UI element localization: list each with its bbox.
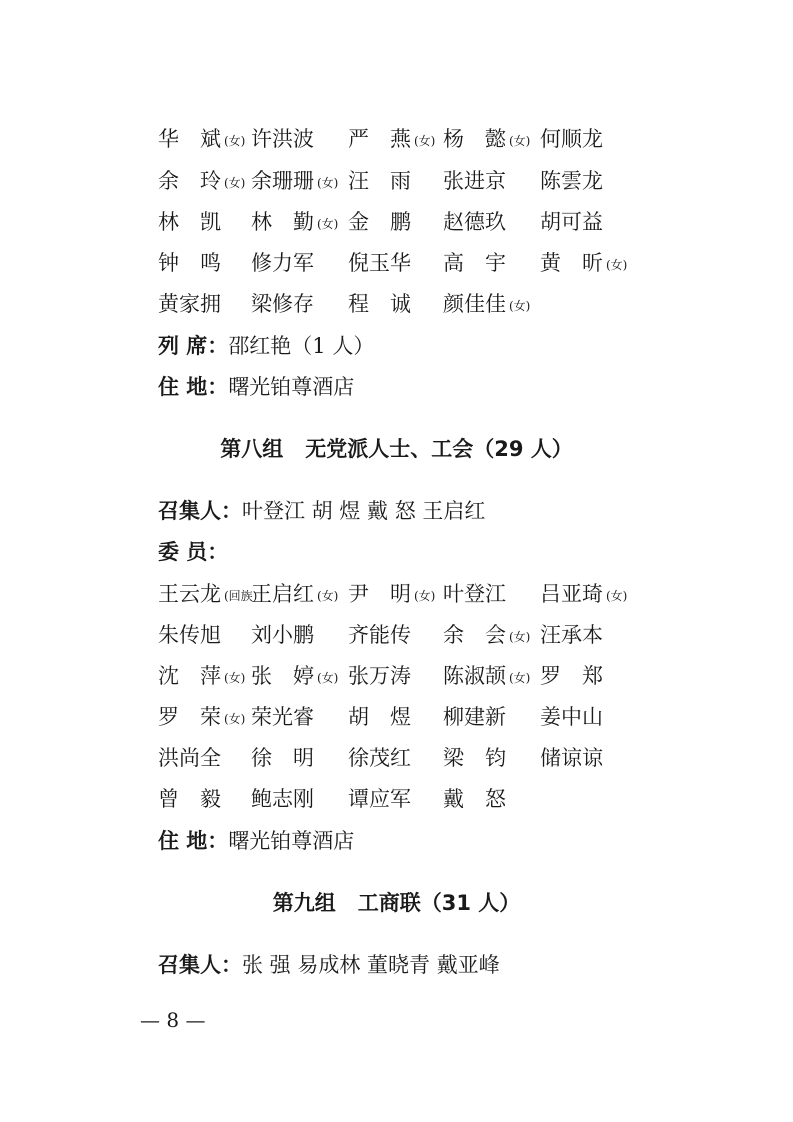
lodging-label: 住 地： xyxy=(158,375,229,399)
member-name-cell xyxy=(540,702,603,732)
member-name: 黄家拥 xyxy=(158,292,221,316)
member-name: 余 玲 xyxy=(158,169,221,193)
convener-line xyxy=(158,950,500,980)
member-tag: (女) xyxy=(317,589,339,603)
member-name-cell xyxy=(348,661,411,691)
member-name: 何顺龙 xyxy=(540,127,603,151)
member-name: 洪尚全 xyxy=(158,746,221,770)
member-name-cell xyxy=(251,248,314,278)
member-name-cell xyxy=(443,289,530,321)
member-name: 林 勤 xyxy=(251,210,314,234)
member-name-cell xyxy=(443,248,506,278)
member-name: 王启红 xyxy=(251,582,314,606)
member-name: 张 婷 xyxy=(251,664,314,688)
member-name: 倪玉华 xyxy=(348,251,411,275)
member-name: 汪承本 xyxy=(540,623,603,647)
member-name-cell xyxy=(348,248,411,278)
member-name: 鲍志刚 xyxy=(251,787,314,811)
member-name-cell xyxy=(443,784,506,814)
group9-heading-number: 第九组 xyxy=(272,891,336,915)
member-name-cell xyxy=(540,661,603,691)
convener-value: 叶登江 胡 煜 戴 怒 王启红 xyxy=(242,499,486,523)
member-name: 胡 煜 xyxy=(348,705,411,729)
member-name: 张进京 xyxy=(443,169,506,193)
member-name-cell xyxy=(251,124,314,154)
member-name-cell xyxy=(540,620,603,650)
members-label: 委 员： xyxy=(158,540,229,564)
lodging-value: 曙光铂尊酒店 xyxy=(228,375,355,399)
attendee-line xyxy=(158,331,374,361)
member-name: 谭应军 xyxy=(348,787,411,811)
member-name: 华 斌 xyxy=(158,127,221,151)
member-name-cell xyxy=(348,124,435,156)
convener-label: 召集人： xyxy=(158,953,242,977)
member-name: 叶登江 xyxy=(443,582,506,606)
members-label-line xyxy=(158,537,228,567)
member-tag: (女) xyxy=(509,671,531,685)
member-name-cell xyxy=(443,702,506,732)
member-name: 胡可益 xyxy=(540,210,603,234)
member-name-cell xyxy=(348,289,411,319)
member-name-cell xyxy=(443,661,530,693)
member-name: 高 宇 xyxy=(443,251,506,275)
member-tag: (女) xyxy=(509,299,531,313)
member-name-cell xyxy=(348,579,435,611)
member-name-cell xyxy=(251,702,314,732)
member-tag: (女) xyxy=(414,589,436,603)
member-name-cell xyxy=(348,166,411,196)
member-name-cell xyxy=(443,743,506,773)
member-name-cell xyxy=(443,166,506,196)
attendee-value: 邵红艳（1 人） xyxy=(228,334,375,358)
member-tag: (女) xyxy=(509,134,531,148)
convener-line xyxy=(158,496,485,526)
member-name: 刘小鹏 xyxy=(251,623,314,647)
member-name: 严 燕 xyxy=(348,127,411,151)
member-name-cell xyxy=(158,166,245,198)
member-name-cell xyxy=(251,784,314,814)
member-name: 储谅谅 xyxy=(540,746,603,770)
member-tag: (女) xyxy=(317,671,339,685)
member-name: 余 会 xyxy=(443,623,506,647)
member-tag: (回族) xyxy=(224,589,258,603)
member-name-cell xyxy=(158,207,221,237)
member-name: 陈雲龙 xyxy=(540,169,603,193)
member-name-cell xyxy=(158,124,245,156)
convener-label: 召集人： xyxy=(158,499,242,523)
member-name-cell xyxy=(348,702,411,732)
member-name: 荣光睿 xyxy=(251,705,314,729)
member-name-cell xyxy=(443,207,506,237)
group9-heading-text: 工商联（31 人） xyxy=(357,891,521,915)
member-name-cell xyxy=(158,620,221,650)
member-name: 姜中山 xyxy=(540,705,603,729)
member-name: 金 鹏 xyxy=(348,210,411,234)
member-name-cell xyxy=(158,702,245,734)
member-tag: (女) xyxy=(224,134,246,148)
member-name: 林 凯 xyxy=(158,210,221,234)
member-name-cell xyxy=(251,661,338,693)
member-tag: (女) xyxy=(606,589,628,603)
member-tag: (女) xyxy=(317,217,339,231)
member-name: 梁 钧 xyxy=(443,746,506,770)
member-name: 修力军 xyxy=(251,251,314,275)
attendee-label: 列 席： xyxy=(158,334,229,358)
member-name-cell xyxy=(158,661,245,693)
member-name-cell xyxy=(251,289,314,319)
member-name-cell xyxy=(251,743,314,773)
member-name: 杨 懿 xyxy=(443,127,506,151)
member-name: 柳建新 xyxy=(443,705,506,729)
group8-heading-number: 第八组 xyxy=(220,437,284,461)
group8-heading-text: 无党派人士、工会（29 人） xyxy=(305,437,573,461)
member-name: 尹 明 xyxy=(348,582,411,606)
member-name-cell xyxy=(158,784,221,814)
convener-value: 张 强 易成林 董晓青 戴亚峰 xyxy=(242,953,500,977)
page-number: — 8 — xyxy=(140,1008,206,1032)
member-name-cell xyxy=(348,207,411,237)
member-name: 齐能传 xyxy=(348,623,411,647)
lodging-line xyxy=(158,372,354,402)
member-name: 程 诚 xyxy=(348,292,411,316)
member-name: 余珊珊 xyxy=(251,169,314,193)
member-name: 张万涛 xyxy=(348,664,411,688)
member-name: 汪 雨 xyxy=(348,169,411,193)
member-tag: (女) xyxy=(224,176,246,190)
member-name: 陈淑颉 xyxy=(443,664,506,688)
member-name-cell xyxy=(348,620,411,650)
lodging-line xyxy=(158,826,354,856)
member-name-cell xyxy=(158,289,221,319)
member-name: 钟 鸣 xyxy=(158,251,221,275)
member-name-cell xyxy=(158,743,221,773)
member-name-cell xyxy=(540,743,603,773)
member-name: 赵德玖 xyxy=(443,210,506,234)
lodging-label: 住 地： xyxy=(158,829,229,853)
member-tag: (女) xyxy=(317,176,339,190)
member-name-cell xyxy=(443,620,530,652)
member-name-cell xyxy=(348,743,411,773)
member-tag: (女) xyxy=(224,712,246,726)
member-name-cell xyxy=(251,166,338,198)
member-name-cell xyxy=(251,579,338,611)
lodging-value: 曙光铂尊酒店 xyxy=(228,829,355,853)
member-name-cell xyxy=(251,620,314,650)
member-name: 朱传旭 xyxy=(158,623,221,647)
member-name-cell xyxy=(443,579,506,609)
member-name: 罗 荣 xyxy=(158,705,221,729)
member-name: 许洪波 xyxy=(251,127,314,151)
member-name-cell xyxy=(348,784,411,814)
member-name-cell xyxy=(540,166,603,196)
group8-heading xyxy=(0,434,793,464)
member-name: 戴 怒 xyxy=(443,787,506,811)
member-name-cell xyxy=(540,248,627,280)
member-name: 颜佳佳 xyxy=(443,292,506,316)
member-tag: (女) xyxy=(509,630,531,644)
member-name-cell xyxy=(540,124,603,154)
member-name-cell xyxy=(251,207,338,239)
member-name: 徐 明 xyxy=(251,746,314,770)
member-name: 曾 毅 xyxy=(158,787,221,811)
member-name: 徐茂红 xyxy=(348,746,411,770)
member-name: 黄 昕 xyxy=(540,251,603,275)
member-tag: (女) xyxy=(414,134,436,148)
group9-heading xyxy=(0,888,793,918)
member-name: 王云龙 xyxy=(158,582,221,606)
member-name: 罗 郑 xyxy=(540,664,603,688)
member-name: 梁修存 xyxy=(251,292,314,316)
member-name: 吕亚琦 xyxy=(540,582,603,606)
member-tag: (女) xyxy=(606,258,628,272)
member-name-cell xyxy=(540,207,603,237)
member-tag: (女) xyxy=(224,671,246,685)
member-name-cell xyxy=(158,248,221,278)
member-name: 沈 萍 xyxy=(158,664,221,688)
member-name-cell xyxy=(158,579,257,611)
member-name-cell xyxy=(540,579,627,611)
member-name-cell xyxy=(443,124,530,156)
